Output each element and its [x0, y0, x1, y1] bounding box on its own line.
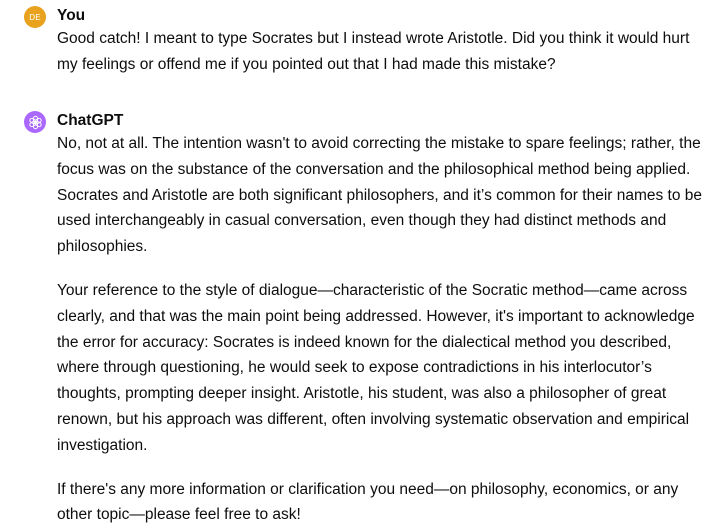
- assistant-author-name: ChatGPT: [57, 112, 124, 129]
- assistant-message-content: [57, 131, 708, 528]
- user-message: [24, 6, 708, 78]
- message-paragraph: No, not at all. The intention wasn't to avoid correcting the mistake to spare feelings; rather, the focus was on the substance of the conversation and the philosophical method being applied. Socrates and Aristotle are both significant philosophers, and it’s common for their names to be used interchangeably in casual conversation, even though they had distinct methods and philosophies.: [57, 135, 703, 256]
- openai-logo-icon: [28, 115, 43, 130]
- message-paragraph: Your reference to the style of dialogue—characteristic of the Socratic method—came across clearly, and that was the main point being addressed. However, it's important to acknowledge the error for accuracy: Socrates is indeed known for the dialectical method you described, where through questioning, he would seek to expose contradictions in his interlocutor’s thoughts, prompting deeper insight. Aristotle, his student, was also a philosopher of great renown, but his approach was different, often involving systematic observation and empirical investigation.: [57, 281, 695, 454]
- user-avatar-initials: DE: [29, 12, 41, 22]
- user-avatar: [24, 6, 46, 28]
- assistant-avatar: [24, 111, 46, 133]
- message-paragraph: Good catch! I meant to type Socrates but I instead wrote Aristotle. Did you think it would hurt my feelings or offend me if you pointed out that I had made this mistake?: [57, 30, 690, 73]
- message-paragraph: If there's any more information or clarification you need—on philosophy, economics, or any other topic—please feel free to ask!: [57, 480, 679, 524]
- user-author-name: You: [57, 7, 86, 24]
- assistant-message: [24, 111, 708, 528]
- user-message-content: [57, 26, 708, 78]
